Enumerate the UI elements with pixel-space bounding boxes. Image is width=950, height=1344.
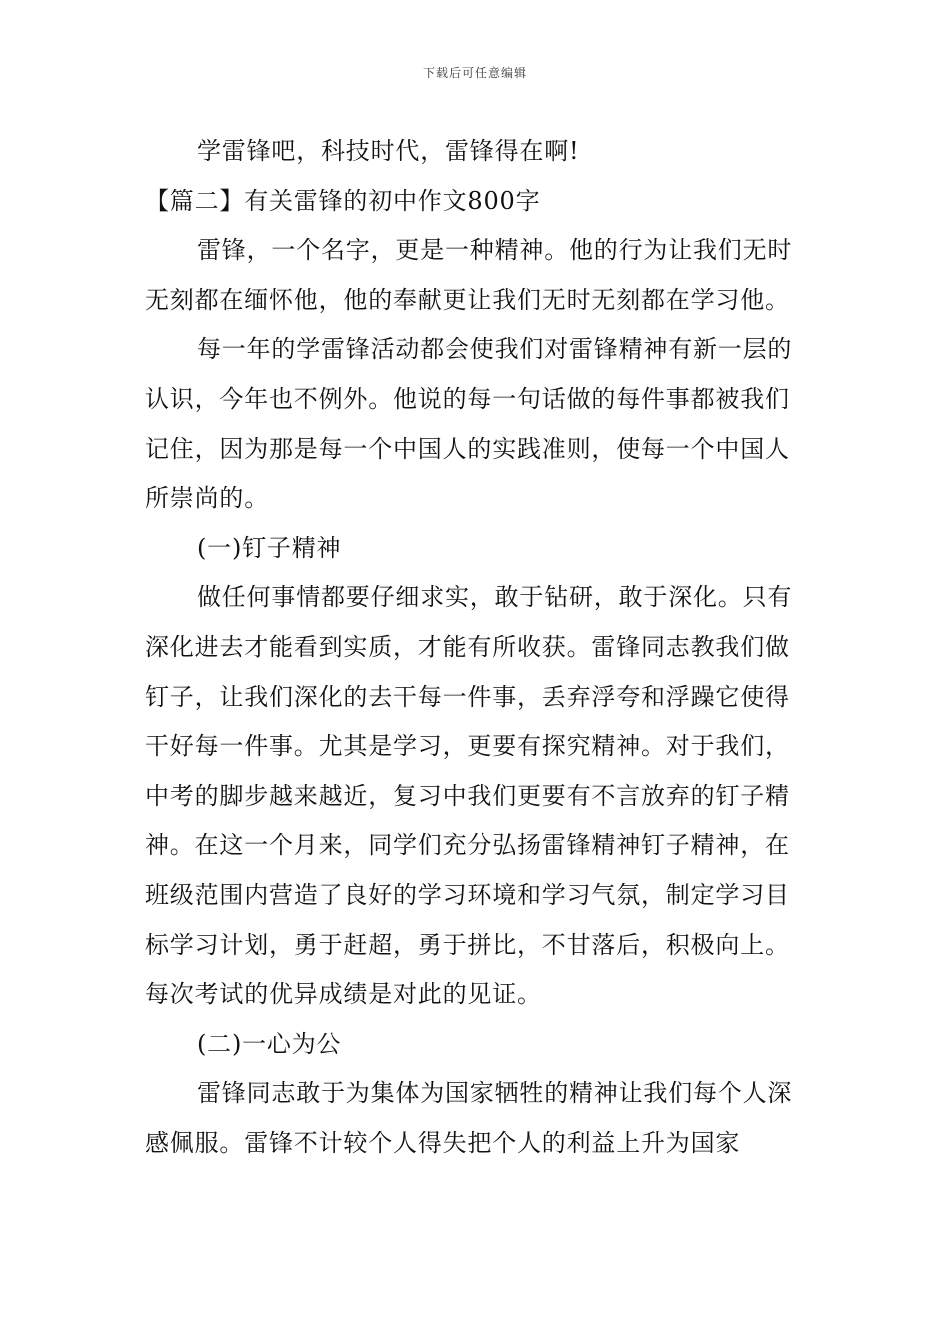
document-body xyxy=(145,127,809,1168)
subheading-nail-spirit: (一)钉子精神 xyxy=(197,533,342,562)
paragraph-public-spirit: 雷锋同志敢于为集体为国家牺牲的精神让我们每个人深感佩服。雷锋不计较个人得失把个人的利益上升为国家 xyxy=(145,1079,793,1157)
paragraph-annual-activity: 每一年的学雷锋活动都会使我们对雷锋精神有新一层的认识，今年也不例外。他说的每一句话做的每件事都被我们记住，因为那是每一个中国人的实践准则，使每一个中国人所崇尚的。 xyxy=(145,335,793,513)
paragraph-intro: 雷锋，一个名字，更是一种精神。他的行为让我们无时无刻都在缅怀他，他的奉献更让我们无时无刻都在学习他。 xyxy=(145,236,793,314)
section-title: 【篇二】有关雷锋的初中作文800字 xyxy=(145,186,541,215)
paragraph-closing-line: 学雷锋吧，科技时代，雷锋得在啊! xyxy=(197,137,580,165)
subheading-public-spirit: (二)一心为公 xyxy=(197,1029,342,1058)
paragraph-nail-spirit: 做任何事情都要仔细求实，敢于钻研，敢于深化。只有深化进去才能看到实质，才能有所收获。雷锋同志教我们做钉子，让我们深化的去干每一件事，丢弃浮夸和浮躁它使得干好每一件事。尤其是学习，更要有探究精神。对于我们，中考的脚步越来越近，复习中我们更要有不言放弃的钉子精神。在这一个月来，同学们充分弘扬雷锋精神钉子精神，在班级范围内营造了良好的学习环境和学习气氛，制定学习目标学习计划，勇于赶超，勇于拼比，不甘落后，积极向上。每次考试的优异成绩是对此的见证。 xyxy=(145,583,793,1009)
page-header: 下载后可任意编辑 xyxy=(422,66,527,80)
